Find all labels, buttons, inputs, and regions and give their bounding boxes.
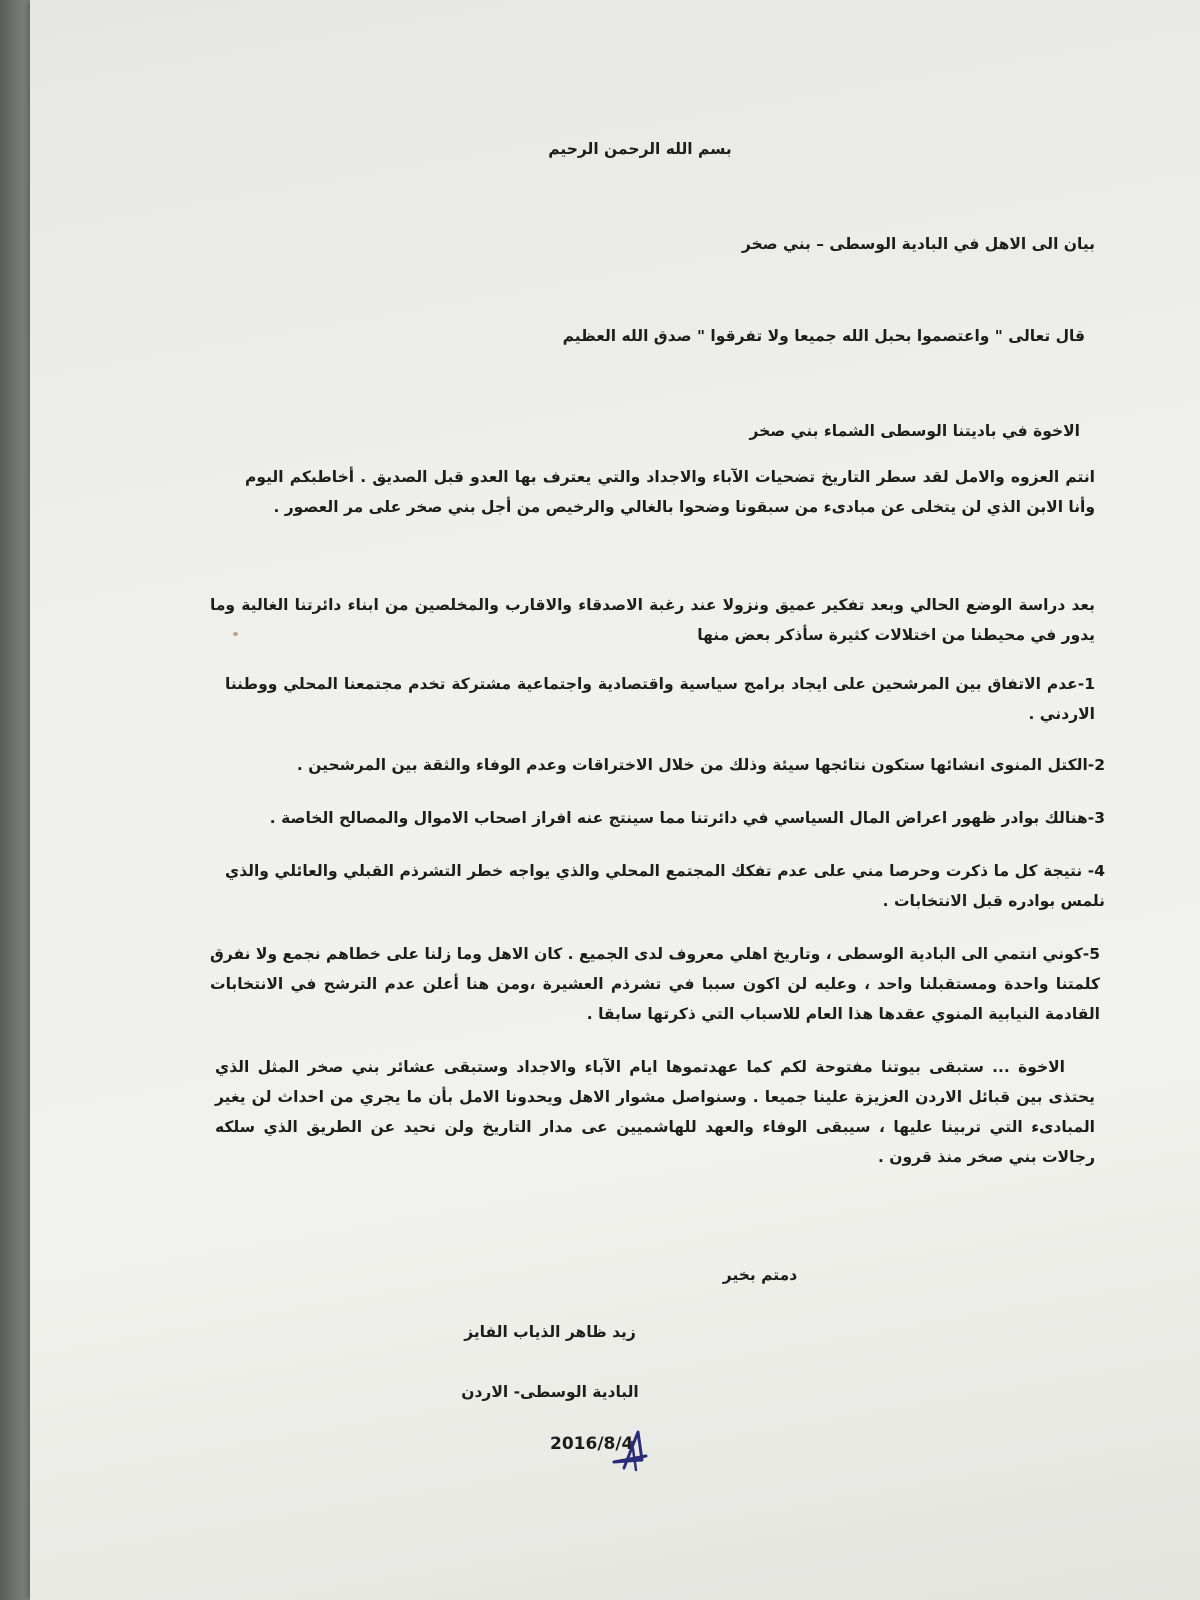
point-1: 1-عدم الاتفاق بين المرشحين على ايجاد برامج سياسية واقتصادية واجتماعية مشتركة تخدم مجتمعنا المحلي ووطننا الاردني . [225,675,1095,723]
handwritten-date-correction [540,1420,680,1480]
point-3: 3-هنالك بوادر ظهور اعراض المال السياسي في دائرتنا مما سينتج عنه افراز اصحاب الاموال والمصالح الخاصة . [269,809,1105,827]
point-2: 2-الكتل المنوى انشائها ستكون نتائجها سيئة وذلك من خلال الاختراقات وعدم الوفاء والثقة بين المرشحين . [296,756,1105,774]
basmala: بسم الله الرحمن الرحيم [548,140,732,158]
signatory-name: زيد ظاهر الذياب الفايز [464,1323,636,1341]
point-4: 4- نتيجة كل ما ذكرت وحرصا مني على عدم تفكك المجتمع المحلي والذي يواجه خطر التشرذم القبلي والعائلي والذي نلمس بوادره قبل الانتخابات . [225,862,1105,910]
context-paragraph: بعد دراسة الوضع الحالي وبعد تفكير عميق ونزولا عند رغبة الاصدقاء والاقارب والمخلصين من ابناء دائرتنا الغالية وما يدور في محيطنا من اختلالات كثيرة سأذكر بعض منها [210,596,1095,644]
point-5: 5-كوني انتمي الى البادية الوسطى ، وتاريخ اهلي معروف لدى الجميع . كان الاهل وما زلنا على خطاهم نجمع ولا نفرق كلمتنا واحدة ومستقبلنا واحد ، وعليه لن اكون سببا في تشرذم العشيرة ،ومن هنا أعلن عدم الترشح في الانتخابات القادمة النيابية المنوي عقدها هذا العام للاسباب التي ذكرتها سابقا . [210,945,1100,1023]
location: البادية الوسطى- الاردن [461,1383,639,1401]
quran-verse: قال تعالى " واعتصموا بحبل الله جميعا ولا تفرقوا " صدق الله العظيم [562,327,1085,345]
statement-title: بيان الى الاهل في البادية الوسطى – بني صخر [741,235,1095,253]
closing-paragraph: الاخوة ... ستبقى بيوتنا مفتوحة لكم كما عهدتموها ايام الآباء والاجداد وستبقى عشائر بني صخر المثل الذي يحتذى بين قبائل الاردن العزيزة علينا جميعا . وسنواصل مشوار الاهل ويحدونا الامل بأن ما يجري من احداث لن يغير المبادىء التي تربينا عليها ، سيبقى الوفاء والعهد للهاشميين عى مدار التاريخ ولن نحيد عن الطريق الذي سلكه رجالات بني صخر منذ قرون . [215,1058,1095,1166]
background-edge [0,0,34,1600]
date-block [540,1420,680,1480]
signoff: دمتم بخير [722,1266,798,1284]
intro-paragraph: انتم العزوه والامل لقد سطر التاريخ تضحيات الآباء والاجداد والتي يعترف بها العدو قبل الصديق . أخاطبكم اليوم وأنا الابن الذي لن يتخلى عن مبادىء من سبقونا وضحوا بالغالي والرخيص من أجل بني صخر على مر العصور . [245,468,1095,516]
date: 2016/8/4 [550,1434,634,1454]
greeting: الاخوة في باديتنا الوسطى الشماء بني صخر [749,422,1080,440]
